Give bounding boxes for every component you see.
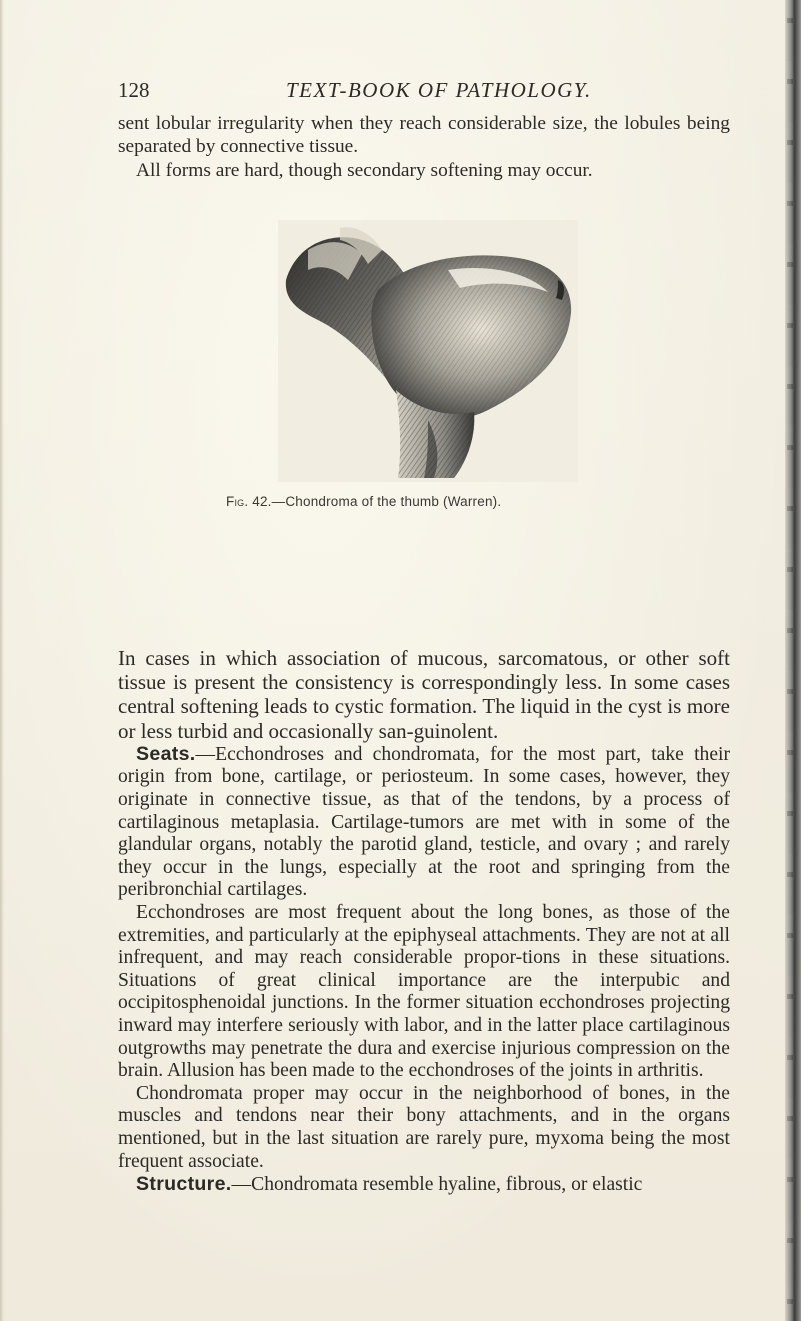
- section-heading-structure: Structure.: [136, 1173, 232, 1196]
- figure-label: Fig. 42.: [226, 494, 272, 509]
- lead-paragraph: In cases in which association of mucous, sarcomatous, or other soft tissue is present the consistency is correspondingly less. In some cases central softening leads to cystic formation. The liquid in the cyst is more or less turbid and occasionally san-guinolent.: [118, 646, 730, 743]
- figure-chondroma-thumb: [278, 220, 578, 482]
- chondroma-of-thumb-illustration: [278, 220, 578, 482]
- page-left-edge: [0, 0, 4, 1321]
- paragraph: All forms are hard, though secondary softening may occur.: [136, 159, 593, 181]
- figure-caption: [226, 494, 626, 509]
- section-heading-seats: Seats.: [136, 742, 196, 765]
- top-text-block: [118, 112, 730, 182]
- figure-caption-text: —Chondroma of the thumb (Warren).: [271, 494, 502, 509]
- structure-text: —Chondromata resemble hyaline, fibrous, or elastic: [231, 1174, 643, 1196]
- page-number: 128: [118, 78, 150, 102]
- main-text-block: [118, 646, 730, 1197]
- running-head: TEXT-BOOK OF PATHOLOGY.: [286, 78, 592, 102]
- seats-paragraph: [118, 743, 730, 902]
- seats-text: —Ecchondroses and chondromata, for the most part, take their origin from bone, cartilage, or periosteum. In some cases, however, they originate in connective tissue, as that of the tendons, by a process of cartilaginous metaplasia. Cartilage-tumors are met with in some of the glandular organs, notably the parotid gland, testicle, and ovary ; and rarely they occur in the lungs, especially at the root and springing from the peribronchial cartilages.: [118, 743, 730, 901]
- page-header: [118, 78, 658, 106]
- chondromata-paragraph: Chondromata proper may occur in the neighborhood of bones, in the muscles and tendons near their bony attachments, and in the organs mentioned, but in the last situation are rarely pure, myxoma being the most frequent associate.: [118, 1082, 730, 1172]
- structure-paragraph: [118, 1173, 730, 1197]
- continued-paragraph: sent lobular irregularity when they reach considerable size, the lobules being separated by connective tissue.: [118, 113, 730, 158]
- book-spine-edge: [785, 0, 801, 1321]
- ecchondroses-paragraph: Ecchondroses are most frequent about the long bones, as those of the extremities, and particularly at the epiphyseal attachments. They are not at all infrequent, and may reach considerable propor-tions in these situations. Situations of great clinical importance are the interpubic and occipitosphenoidal junctions. In the former situation ecchondroses projecting inward may interfere seriously with labor, and in the latter place cartilaginous outgrowths may penetrate the dura and exercise injurious compression on the brain. Allusion has been made to the ecchondroses of the joints in arthritis.: [118, 901, 730, 1082]
